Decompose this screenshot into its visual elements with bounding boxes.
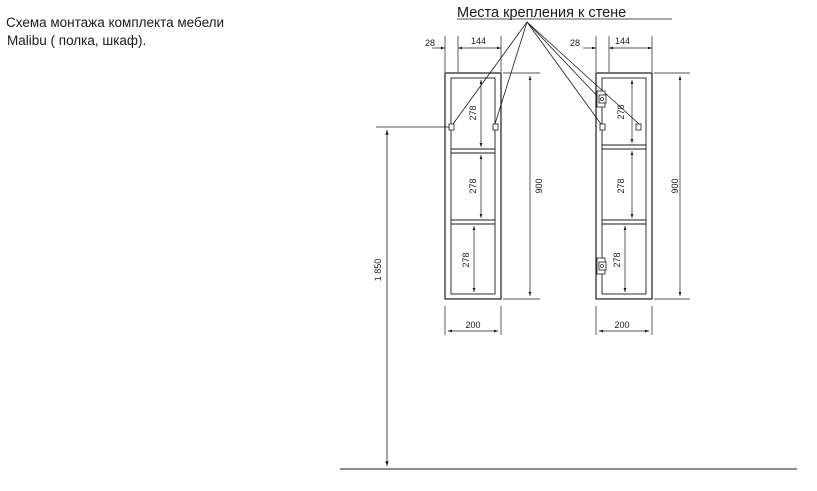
right-gap-1-value: 278: [616, 104, 626, 120]
right-height-value: 900: [670, 178, 680, 194]
right-gap-3-value: 278: [612, 252, 622, 268]
left-offset-value: 28: [425, 38, 436, 48]
right-width-value: 200: [614, 320, 630, 330]
left-gap-1-value: 278: [468, 105, 478, 121]
lower-hinge-icon: [597, 258, 606, 274]
left-width-value: 200: [465, 320, 481, 330]
left-mount-point-1: [449, 124, 454, 130]
left-mount-point-2: [493, 124, 498, 130]
left-gap-2-value: 278: [468, 178, 478, 194]
right-mount-point-1: [600, 124, 605, 130]
right-gap-2-value: 278: [616, 178, 626, 194]
mount-height-value: 1 850: [373, 258, 383, 282]
caption-line-2: Malibu ( полка, шкаф).: [7, 33, 147, 48]
mount-height-dimension: [373, 127, 450, 466]
left-height-value: 900: [534, 178, 544, 194]
left-gap-3-value: 278: [461, 252, 471, 268]
left-depth-value: 144: [471, 36, 487, 46]
right-cabinet: [570, 36, 690, 335]
right-depth-value: 144: [615, 36, 631, 46]
upper-hinge-icon: [597, 91, 606, 107]
right-offset-value: 28: [570, 38, 581, 48]
right-mount-point-2: [636, 124, 641, 130]
mount-points-label: Места крепления к стене: [457, 5, 627, 21]
caption-line-1: Схема монтажа комплекта мебели: [6, 15, 225, 30]
